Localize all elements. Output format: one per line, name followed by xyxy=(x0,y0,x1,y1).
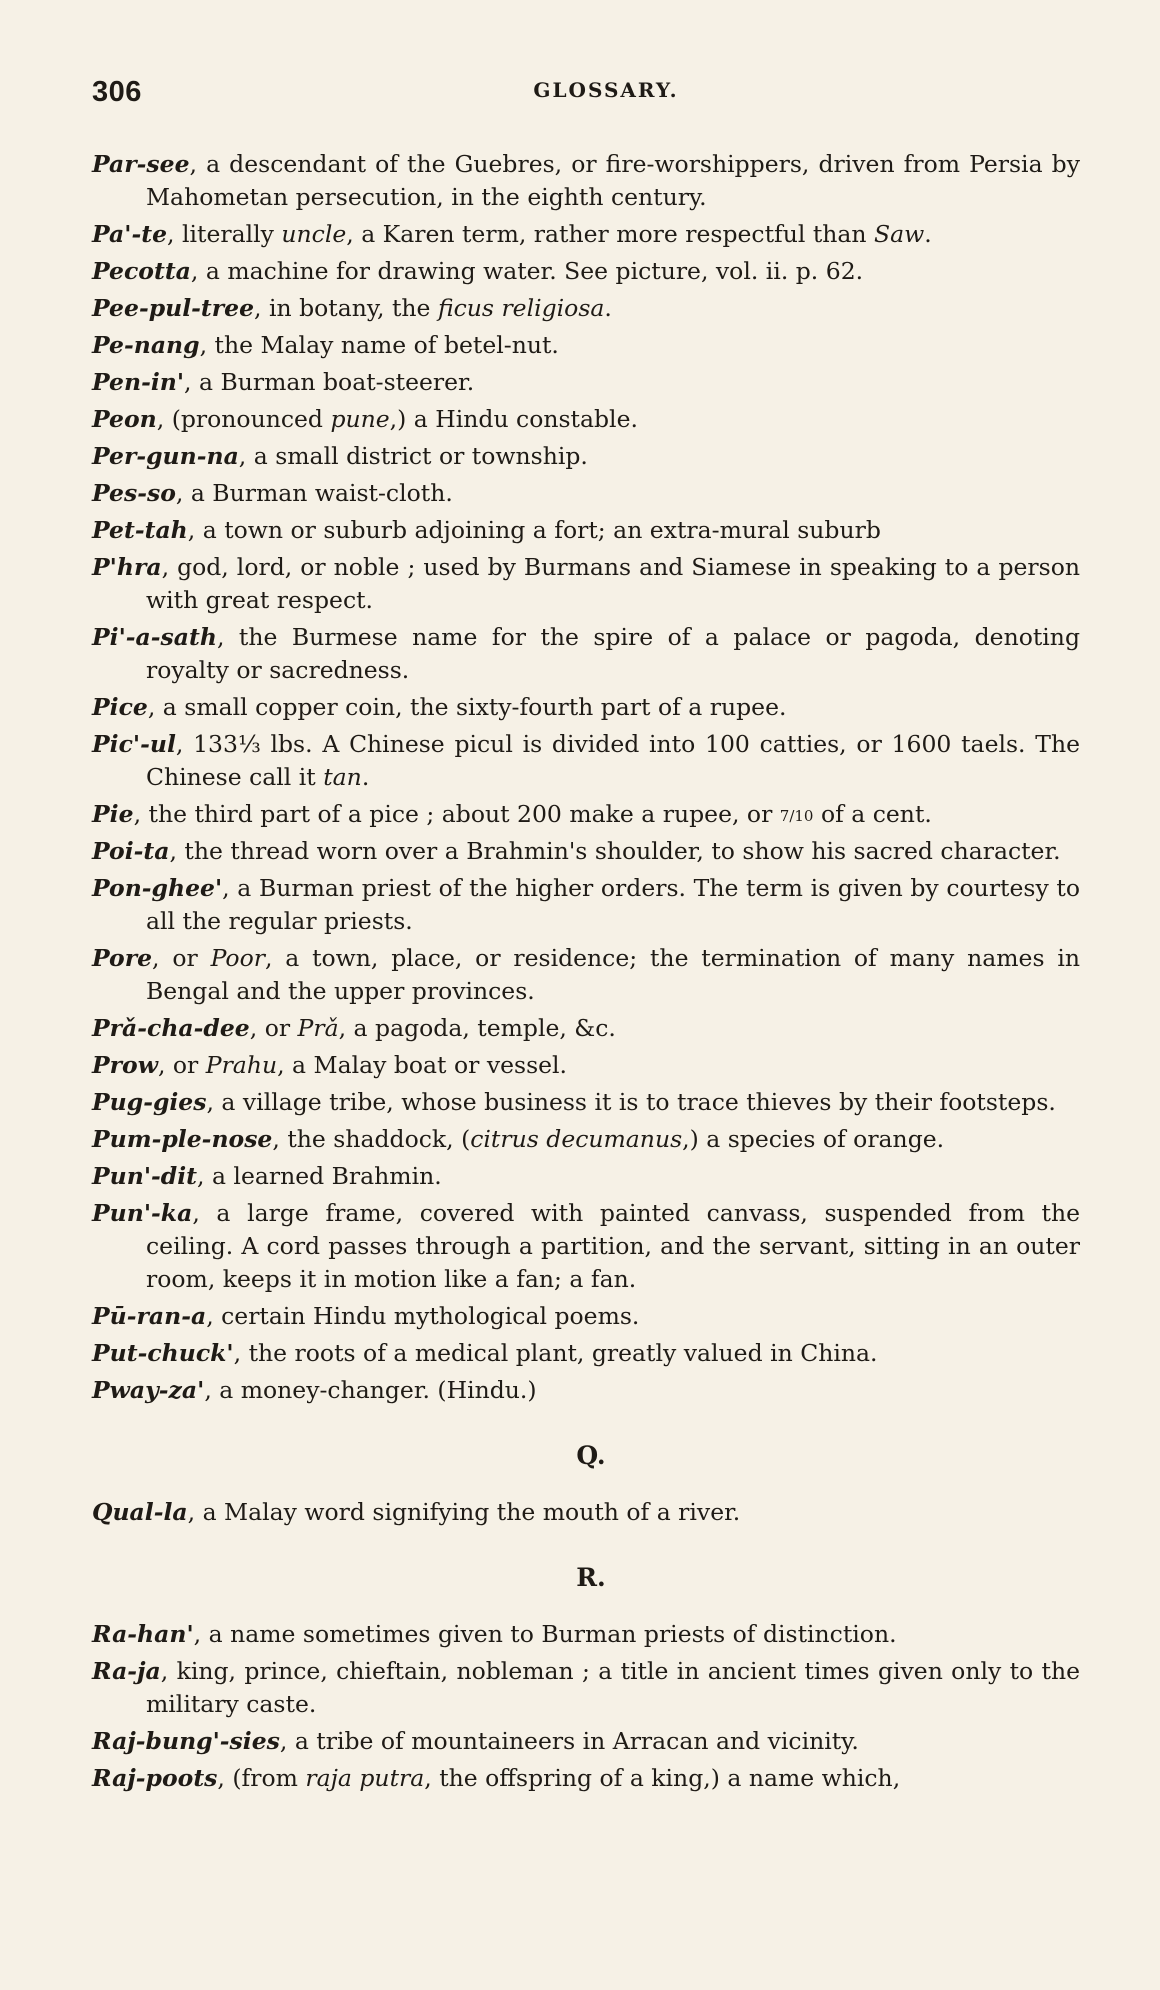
entry-term: Pū-ran-a xyxy=(92,1302,207,1330)
entries-r xyxy=(92,1618,1080,1795)
entry-term: P'hra xyxy=(92,553,162,581)
entry-term: Pum-ple-nose xyxy=(92,1125,273,1153)
glossary-entry xyxy=(92,403,1080,436)
glossary-entry xyxy=(92,1618,1080,1651)
glossary-entry xyxy=(92,514,1080,547)
entry-definition: , 133⅓ lbs. A Chinese picul is divided into 100 catties, or 1600 taels. The Chinese call it xyxy=(146,730,1080,791)
glossary-entry xyxy=(92,1655,1080,1721)
glossary-entry xyxy=(92,1337,1080,1370)
glossary-entry xyxy=(92,1725,1080,1758)
glossary-entry xyxy=(92,218,1080,251)
entry-definition: , a descendant of the Guebres, or fire-worshippers, driven from Persia by Mahometan persecution, in the eighth century. xyxy=(146,150,1080,211)
entry-definition: ,) a species of orange. xyxy=(682,1125,945,1153)
entry-definition: , the shaddock, ( xyxy=(272,1125,471,1153)
running-head xyxy=(92,76,1080,120)
glossary-entry xyxy=(92,255,1080,288)
entry-definition: , certain Hindu mythological poems. xyxy=(206,1302,640,1330)
entry-term: Pee-pul-tree xyxy=(92,294,255,322)
entry-term: Ra-ja xyxy=(92,1657,161,1685)
glossary-entry xyxy=(92,691,1080,724)
glossary-entry xyxy=(92,835,1080,868)
glossary-entry xyxy=(92,621,1080,687)
entry-definition: , a Burman waist-cloth. xyxy=(175,479,453,507)
entry-italic: Prahu xyxy=(205,1051,278,1079)
entry-definition: , a learned Brahmin. xyxy=(197,1162,442,1190)
entry-term: Raj-bung'-sies xyxy=(92,1727,280,1755)
entry-italic: uncle xyxy=(281,220,347,248)
entry-term: Pes-so xyxy=(92,479,176,507)
entry-definition: , a town, place, or residence; the termination of many names in Bengal and the upper provinces. xyxy=(146,944,1080,1005)
page-number: 306 xyxy=(92,76,142,108)
entry-definition: , the Malay name of betel-nut. xyxy=(199,331,559,359)
entry-italic: ficus religiosa xyxy=(437,294,605,322)
entry-definition: , a pagoda, temple, &c. xyxy=(338,1014,616,1042)
glossary-entry xyxy=(92,1197,1080,1296)
entry-definition: . xyxy=(924,220,932,248)
entry-term: Pore xyxy=(92,944,153,972)
glossary-entry xyxy=(92,1496,1080,1529)
entry-term: Prǎ-cha-dee xyxy=(92,1014,250,1042)
entry-term: Poi-ta xyxy=(92,837,170,865)
entry-definition: , king, prince, chieftain, nobleman ; a title in ancient times given only to the military caste. xyxy=(146,1657,1080,1718)
entry-term: Prow xyxy=(92,1051,158,1079)
entry-italic: tan xyxy=(323,763,362,791)
entry-definition: , (from xyxy=(217,1764,306,1792)
entry-definition: , a Burman boat-steerer. xyxy=(184,368,475,396)
glossary-entry xyxy=(92,1012,1080,1045)
glossary-entry xyxy=(92,1086,1080,1119)
entry-term: Put-chuck' xyxy=(92,1339,234,1367)
entry-term: Pway-za' xyxy=(92,1376,205,1404)
entry-term: Pie xyxy=(92,800,134,828)
glossary-entry xyxy=(92,1374,1080,1407)
entry-term: Pug-gies xyxy=(92,1088,207,1116)
entry-term: Pun'-ka xyxy=(92,1199,193,1227)
entry-term: Pen-in' xyxy=(92,368,185,396)
entry-term: Ra-han' xyxy=(92,1620,194,1648)
entry-definition: . xyxy=(604,294,612,322)
entry-term: Pic'-ul xyxy=(92,730,176,758)
entry-term: Qual-la xyxy=(92,1498,188,1526)
entry-definition: , or xyxy=(152,944,211,972)
entry-term: Pi'-a-sath xyxy=(92,623,217,651)
entry-definition: ,) a Hindu constable. xyxy=(389,405,638,433)
entry-term: Pice xyxy=(92,693,148,721)
glossary-entry xyxy=(92,1123,1080,1156)
entry-definition: , a money-changer. (Hindu.) xyxy=(204,1376,537,1404)
entry-definition: , the third part of a pice ; about 200 make a rupee, or xyxy=(133,800,780,828)
entry-definition: , the thread worn over a Brahmin's shoulder, to show his sacred character. xyxy=(169,837,1061,865)
glossary-entry xyxy=(92,728,1080,794)
glossary-entry xyxy=(92,1160,1080,1193)
entry-definition: , the offspring of a king,) a name which, xyxy=(424,1764,901,1792)
entry-definition: , a Malay word signifying the mouth of a river. xyxy=(187,1498,741,1526)
glossary-entry xyxy=(92,942,1080,1008)
entry-definition: , a town or suburb adjoining a fort; an extra-mural suburb xyxy=(187,516,881,544)
glossary-entry xyxy=(92,1762,1080,1795)
glossary-entry xyxy=(92,1049,1080,1082)
entry-definition: , or xyxy=(157,1051,206,1079)
glossary-entry xyxy=(92,798,1080,831)
glossary-entry xyxy=(92,440,1080,473)
glossary-entry xyxy=(92,1300,1080,1333)
entry-term: Peon xyxy=(92,405,157,433)
entry-definition: , a small district or township. xyxy=(238,442,588,470)
entry-italic: pune xyxy=(330,405,390,433)
entry-definition: , a village tribe, whose business it is to trace thieves by their footsteps. xyxy=(206,1088,1056,1116)
entry-term: Pon-ghee' xyxy=(92,874,223,902)
page-title: GLOSSARY. xyxy=(533,78,679,102)
entry-italic: Poor xyxy=(210,944,265,972)
entry-definition: , a Malay boat or vessel. xyxy=(277,1051,568,1079)
entry-term: Par-see xyxy=(92,150,190,178)
entry-definition: , a Karen term, rather more respectful than xyxy=(346,220,875,248)
entry-italic: citrus decumanus xyxy=(470,1125,683,1153)
entry-term: Raj-poots xyxy=(92,1764,218,1792)
entry-definition: . xyxy=(361,763,370,791)
entry-definition: , the Burmese name for the spire of a palace or pagoda, denoting royalty or sacredness. xyxy=(146,623,1080,684)
entry-definition: , a tribe of mountaineers in Arracan and vicinity. xyxy=(279,1727,859,1755)
glossary-entry xyxy=(92,872,1080,938)
glossary-entry xyxy=(92,329,1080,362)
entry-term: Pun'-dit xyxy=(92,1162,198,1190)
entries-p xyxy=(92,148,1080,1407)
entry-term: Per-gun-na xyxy=(92,442,239,470)
entry-italic: raja putra xyxy=(305,1764,425,1792)
glossary-entry xyxy=(92,148,1080,214)
entry-definition: , a large frame, covered with painted canvass, suspended from the ceiling. A cord passes through a partition, and the servant, sitting in an outer room, keeps it in motion like a fan; a fan. xyxy=(146,1199,1080,1293)
entry-definition: , a name sometimes given to Burman priests of distinction. xyxy=(193,1620,897,1648)
glossary-entry xyxy=(92,551,1080,617)
entry-italic: Saw xyxy=(874,220,925,248)
entry-definition: , (pronounced xyxy=(156,405,331,433)
entry-term: Pe-nang xyxy=(92,331,200,359)
entry-definition: , god, lord, or noble ; used by Burmans and Siamese in speaking to a person with great respect. xyxy=(146,553,1080,614)
glossary-entry xyxy=(92,477,1080,510)
entry-definition: of a cent. xyxy=(813,800,932,828)
entry-term: Pa'-te xyxy=(92,220,168,248)
entry-definition: , the roots of a medical plant, greatly valued in China. xyxy=(233,1339,878,1367)
entry-definition: , a small copper coin, the sixty-fourth part of a rupee. xyxy=(147,693,787,721)
entry-term: Pecotta xyxy=(92,257,191,285)
entry-italic: Prǎ xyxy=(297,1014,339,1042)
entry-fraction: 7/10 xyxy=(779,807,814,825)
entry-definition: , in botany, the xyxy=(254,294,438,322)
entries-q xyxy=(92,1496,1080,1529)
entry-definition: , literally xyxy=(167,220,282,248)
glossary-entry xyxy=(92,366,1080,399)
entry-definition: , or xyxy=(249,1014,298,1042)
section-letter-q: Q. xyxy=(576,1441,606,1470)
entry-definition: , a machine for drawing water. See picture, vol. ii. p. 62. xyxy=(190,257,864,285)
section-letter-r: R. xyxy=(576,1563,606,1592)
entry-term: Pet-tah xyxy=(92,516,188,544)
glossary-entry xyxy=(92,292,1080,325)
entry-definition: , a Burman priest of the higher orders. The term is given by courtesy to all the regular priests. xyxy=(146,874,1080,935)
